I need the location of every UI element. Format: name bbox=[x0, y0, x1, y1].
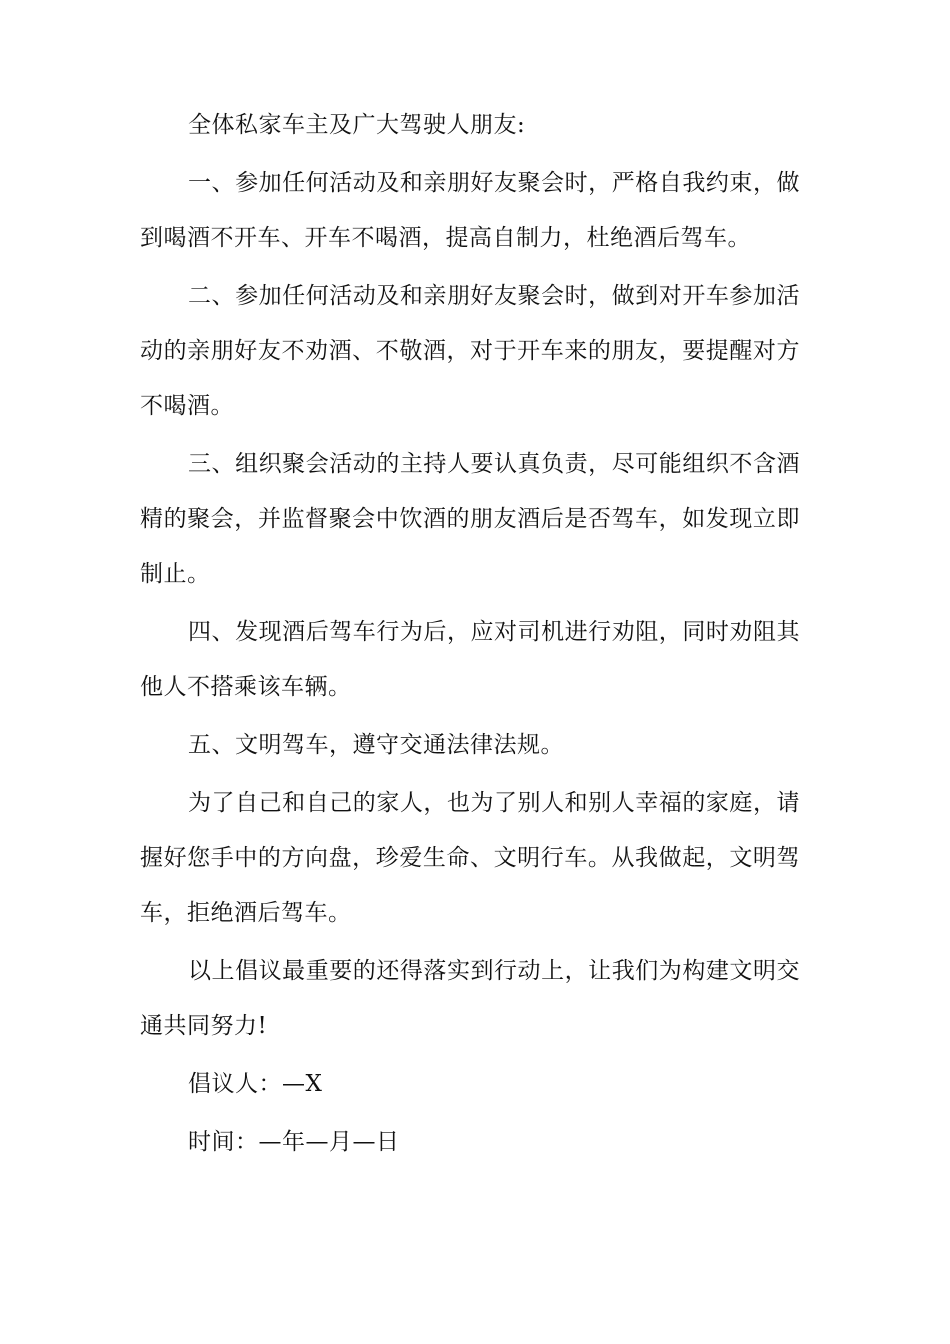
date-line: 时间：—年—月—日 bbox=[188, 1129, 400, 1155]
appeal-paragraph: 为了自己和自己的家人，也为了别人和别人幸福的家庭，请握好您手中的方向盘，珍爱生命、文明行车。从我做起，文明驾车，拒绝酒后驾车。 bbox=[140, 790, 800, 926]
initiator-line: 倡议人：—X bbox=[188, 1071, 323, 1097]
proposal-item-4: 四、发现酒后驾车行为后，应对司机进行劝阻，同时劝阻其他人不搭乘该车辆。 bbox=[140, 619, 800, 700]
proposal-item-1: 一、参加任何活动及和亲朋好友聚会时，严格自我约束，做到喝酒不开车、开车不喝酒，提高自制力，杜绝酒后驾车。 bbox=[140, 170, 800, 251]
proposal-item-3: 三、组织聚会活动的主持人要认真负责，尽可能组织不含酒精的聚会，并监督聚会中饮酒的朋友酒后是否驾车，如发现立即制止。 bbox=[140, 451, 800, 587]
closing-paragraph: 以上倡议最重要的还得落实到行动上，让我们为构建文明交通共同努力! bbox=[140, 958, 800, 1039]
document-body bbox=[140, 98, 800, 1173]
salutation: 全体私家车主及广大驾驶人朋友: bbox=[188, 112, 526, 138]
proposal-item-2: 二、参加任何活动及和亲朋好友聚会时，做到对开车参加活动的亲朋好友不劝酒、不敬酒，对于开车来的朋友，要提醒对方不喝酒。 bbox=[140, 283, 800, 419]
proposal-item-5: 五、文明驾车，遵守交通法律法规。 bbox=[188, 732, 564, 758]
